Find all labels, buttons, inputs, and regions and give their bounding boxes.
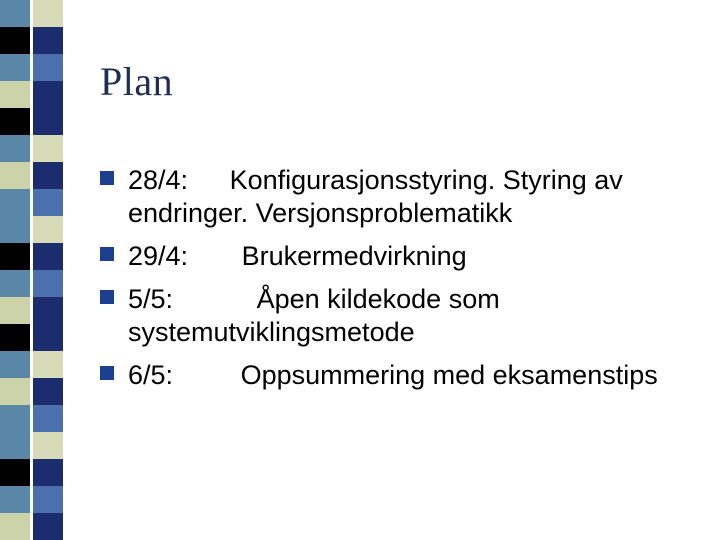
stripe-tile <box>0 27 30 54</box>
stripe-tile <box>0 0 30 27</box>
square-bullet-icon <box>100 247 114 261</box>
stripe-tile <box>33 486 63 513</box>
bullet-date: 29/4: <box>128 241 189 271</box>
stripe-tile <box>0 486 30 513</box>
square-bullet-icon <box>100 366 114 380</box>
stripe-tile <box>33 135 63 162</box>
stripe-tile <box>33 216 63 243</box>
stripe-tile <box>33 459 63 486</box>
bullet-date: 28/4: <box>128 165 189 195</box>
bullet-item <box>100 283 690 349</box>
stripe-tile <box>0 324 30 351</box>
stripe-tile <box>33 405 63 432</box>
stripe-tile <box>33 324 63 351</box>
bullet-list <box>100 164 690 402</box>
stripe-tile <box>33 81 63 108</box>
bullet-item <box>100 240 690 273</box>
stripe-tile <box>33 243 63 270</box>
bullet-text: Åpen kildekode som systemutviklingsmetode <box>128 284 500 347</box>
slide-title: Plan <box>100 59 174 104</box>
stripe-tile <box>33 513 63 540</box>
bullet-item <box>100 164 690 230</box>
stripe-tile <box>33 297 63 324</box>
stripe-tile <box>0 216 30 243</box>
bullet-date: 5/5: <box>128 284 174 314</box>
decorative-stripe <box>0 0 67 540</box>
square-bullet-icon <box>100 171 114 185</box>
stripe-tile <box>33 162 63 189</box>
stripe-tile <box>33 0 63 27</box>
stripe-tile <box>0 513 30 540</box>
stripe-tile <box>33 351 63 378</box>
stripe-tile <box>33 270 63 297</box>
stripe-tile <box>33 432 63 459</box>
stripe-tile <box>0 243 30 270</box>
stripe-tile <box>0 162 30 189</box>
stripe-tile <box>0 54 30 81</box>
bullet-date: 6/5: <box>128 360 174 390</box>
square-bullet-icon <box>100 290 114 304</box>
bullet-text: Brukermedvirkning <box>241 241 467 271</box>
stripe-tile <box>0 189 30 216</box>
stripe-tile <box>33 378 63 405</box>
stripe-tile <box>0 405 30 432</box>
stripe-tile <box>33 54 63 81</box>
stripe-tile <box>0 135 30 162</box>
stripe-tile <box>0 108 30 135</box>
stripe-tile <box>33 27 63 54</box>
bullet-text: Oppsummering med eksamenstips <box>240 360 658 390</box>
stripe-tile <box>0 432 30 459</box>
stripe-tile <box>0 351 30 378</box>
stripe-tile <box>33 189 63 216</box>
stripe-tile <box>0 270 30 297</box>
stripe-tile <box>0 459 30 486</box>
stripe-tile <box>0 81 30 108</box>
stripe-tile <box>33 108 63 135</box>
bullet-item <box>100 359 690 392</box>
stripe-tile <box>0 378 30 405</box>
bullet-text: Konfigurasjonsstyring. Styring av endringer. Versjonsproblematikk <box>128 165 623 228</box>
stripe-tile <box>0 297 30 324</box>
